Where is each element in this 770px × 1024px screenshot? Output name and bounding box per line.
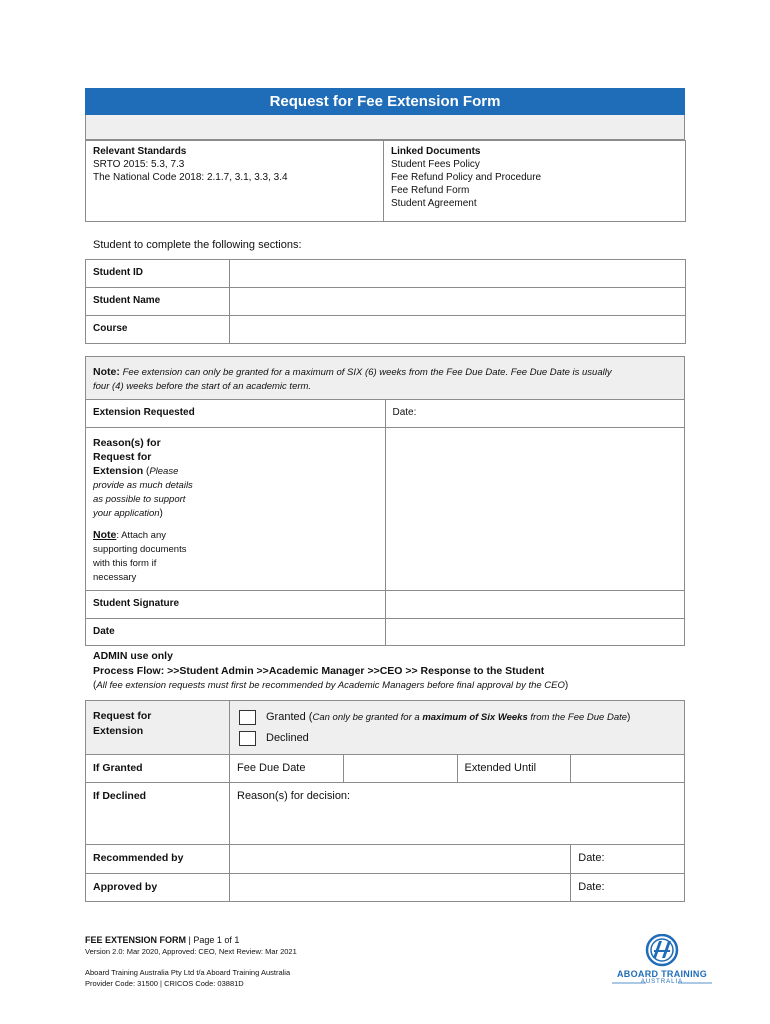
relevant-standards-cell (86, 141, 384, 222)
reasons-label: Reason(s) for (93, 437, 161, 449)
reasons-hint: your application (93, 508, 160, 519)
fee-due-date-field[interactable] (343, 755, 457, 783)
student-intro: Student to complete the following sections: (93, 239, 302, 251)
reasons-hint: provide as much details (93, 480, 193, 491)
granted-hint-bold: maximum of Six Weeks (422, 712, 528, 723)
extended-until-field[interactable] (571, 755, 685, 783)
granted-label: Granted ( (266, 711, 313, 723)
recommended-date-label: Date: (578, 852, 605, 864)
paren: ( (93, 680, 97, 691)
if-granted-label: If Granted (86, 755, 230, 783)
student-name-field[interactable] (230, 288, 686, 316)
extension-requested-date-field[interactable] (385, 400, 685, 428)
linked-document-item: Student Agreement (391, 198, 477, 209)
granted-checkbox[interactable] (239, 710, 256, 725)
reasons-label: Extension (93, 465, 144, 477)
paren: ( (145, 466, 150, 477)
footer-version: Version 2.0: Mar 2020, Approved: CEO, Next Review: Mar 2021 (85, 947, 297, 956)
student-id-label: Student ID (86, 260, 230, 288)
admin-instruction (93, 680, 568, 691)
approved-date-field[interactable] (571, 874, 685, 902)
footer-form-name (85, 935, 239, 945)
approved-by-field[interactable] (230, 874, 571, 902)
extended-until-label: Extended Until (457, 755, 571, 783)
reasons-for-decision-label: Reason(s) for decision: (237, 790, 351, 802)
course-field[interactable] (230, 316, 686, 344)
title-spacer-strip (85, 115, 685, 140)
footer-page: | Page 1 of 1 (186, 935, 240, 945)
student-signature-field[interactable] (385, 591, 685, 619)
paren: ) (159, 508, 163, 519)
extension-requested-label: Extension Requested (86, 400, 386, 428)
decision-cell (230, 701, 685, 755)
note-label: Note: (93, 366, 120, 378)
form-title: Request for Fee Extension Form (85, 88, 685, 115)
standards-table (85, 140, 686, 222)
declined-checkbox[interactable] (239, 731, 256, 746)
request-extension-label-cell (86, 701, 230, 755)
reasons-label: Request for (93, 451, 152, 463)
standards-line: The National Code 2018: 2.1.7, 3.1, 3.3, 3.4 (93, 172, 288, 183)
attach-note-text: : Attach any (116, 530, 166, 541)
granted-hint: from the Fee Due Date (527, 712, 628, 723)
aboard-training-logo (610, 934, 714, 990)
recommended-by-field[interactable] (230, 845, 571, 874)
declined-label: Declined (266, 732, 309, 744)
admin-use-only: ADMIN use only (93, 650, 173, 662)
student-id-field[interactable] (230, 260, 686, 288)
linked-document-item: Fee Refund Form (391, 185, 470, 196)
extension-request-table (85, 356, 685, 646)
recommended-by-label: Recommended by (86, 845, 230, 874)
paren: ) (627, 712, 631, 723)
declined-option[interactable] (237, 728, 677, 749)
footer-form-title: FEE EXTENSION FORM (85, 935, 187, 945)
attach-note-text: supporting documents (93, 544, 187, 555)
if-declined-label: If Declined (86, 783, 230, 845)
reasons-hint: as possible to support (93, 494, 186, 505)
granted-hint: Can only be granted for a (312, 712, 423, 723)
process-flow: Process Flow: >>Student Admin >>Academic Manager >>CEO >> Response to the Student (93, 665, 545, 677)
fee-due-date-label: Fee Due Date (230, 755, 344, 783)
course-label: Course (86, 316, 230, 344)
request-extension-label: Request for (93, 710, 152, 722)
logo-main-text: ABOARD TRAINING (617, 969, 707, 979)
granted-option[interactable] (237, 707, 677, 728)
student-details-table (85, 259, 686, 344)
footer-codes: Provider Code: 31500 | CRICOS Code: 03881D (85, 979, 244, 988)
student-name-label: Student Name (86, 288, 230, 316)
request-extension-label: Extension (93, 725, 144, 737)
extension-date-label: Date: (392, 407, 417, 418)
linked-documents-cell (384, 141, 686, 222)
approved-by-label: Approved by (86, 874, 230, 902)
linked-documents-heading: Linked Documents (391, 146, 481, 157)
footer-company: Aboard Training Australia Pty Ltd t/a Aboard Training Australia (85, 968, 291, 977)
student-signature-label: Student Signature (86, 591, 386, 619)
linked-document-item: Student Fees Policy (391, 159, 480, 170)
attach-note-text: with this form if (93, 558, 157, 569)
note-text: Fee extension can only be granted for a maximum of SIX (6) weeks from the Fee Due Date. Fee Due Date is usually (122, 367, 612, 378)
paren: ) (564, 680, 569, 691)
standards-line: SRTO 2015: 5.3, 7.3 (93, 159, 185, 170)
approved-date-label: Date: (578, 881, 605, 893)
attach-note-text: necessary (93, 572, 137, 583)
recommended-date-field[interactable] (571, 845, 685, 874)
logo-sub-text: AUSTRALIA (640, 979, 684, 985)
date-field[interactable] (385, 619, 685, 646)
admin-table (85, 700, 685, 902)
relevant-standards-heading: Relevant Standards (93, 146, 187, 157)
note-cell (86, 357, 685, 400)
reasons-field[interactable] (385, 428, 685, 591)
reasons-hint: Please (149, 466, 179, 477)
admin-instruction-text: All fee extension requests must first be recommended by Academic Managers before final approval by the CEO (96, 680, 565, 691)
date-label: Date (86, 619, 386, 646)
reasons-label-cell (86, 428, 386, 591)
reasons-for-decision-field[interactable] (230, 783, 685, 845)
note-text: four (4) weeks before the start of an academic term. (93, 381, 312, 392)
attach-note-label: Note (93, 529, 117, 541)
linked-document-item: Fee Refund Policy and Procedure (391, 172, 542, 183)
